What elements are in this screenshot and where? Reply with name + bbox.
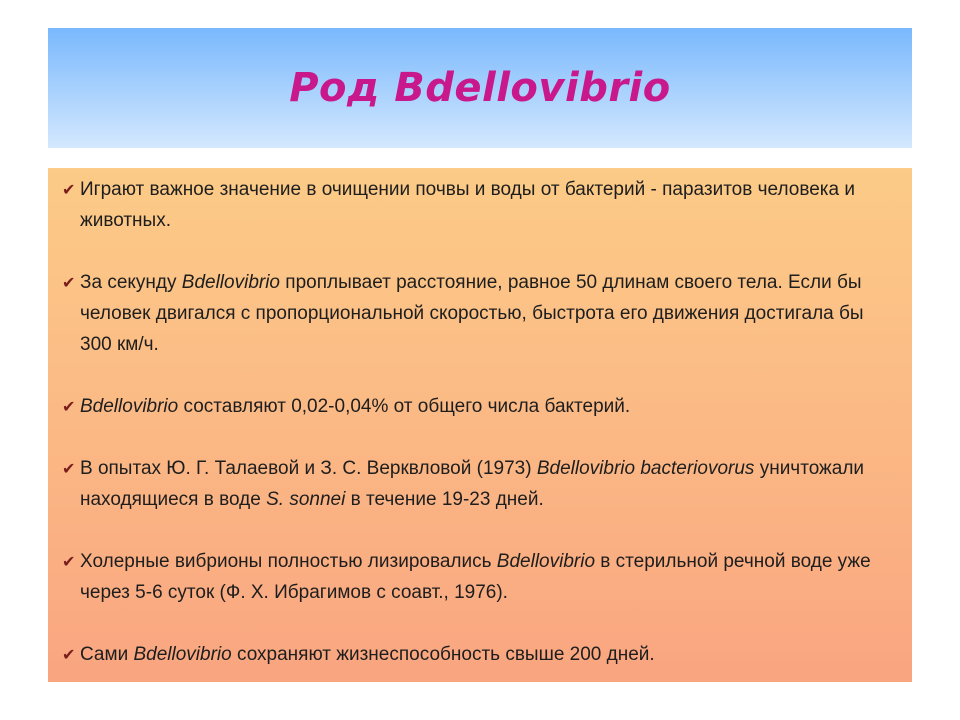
bullet-text: В опытах Ю. Г. Талаевой и З. С. Верквловой (1973) bbox=[80, 458, 537, 479]
bullet-text-italic: Bdellovibrio bbox=[496, 551, 596, 572]
bullet-text: Холерные вибрионы полностью лизировались bbox=[80, 551, 497, 572]
slide-title: Род Bdellovibrio bbox=[289, 65, 671, 111]
bullet-text-italic: Bdellovibrio bacteriovorus bbox=[536, 458, 755, 479]
checkmark-icon: ✔ bbox=[62, 552, 76, 571]
checkmark-icon: ✔ bbox=[62, 273, 76, 292]
bullet-text-italic: S. sonnei bbox=[266, 489, 346, 510]
bullet-text-italic: Bdellovibrio bbox=[181, 272, 281, 293]
bullet-text-italic: Bdellovibrio bbox=[133, 644, 232, 665]
bullet-text: сохраняют жизнеспособность свыше 200 дней. bbox=[231, 644, 655, 665]
title-bar bbox=[48, 28, 912, 148]
bullet-text: За секунду bbox=[80, 272, 182, 293]
bullet-text: Играют важное значение в очищении почвы и воды от бактерий - паразитов человека и животных. bbox=[80, 179, 855, 231]
bullet-text: составляют 0,02-0,04% от общего числа бактерий. bbox=[178, 396, 631, 417]
bullet-text-italic: Bdellovibrio bbox=[80, 396, 179, 417]
checkmark-icon: ✔ bbox=[62, 459, 76, 478]
content-box bbox=[48, 168, 912, 682]
bullet-item bbox=[62, 174, 892, 236]
bullet-text: уничтожали находящиеся в воде bbox=[80, 458, 865, 510]
bullet-item bbox=[62, 391, 892, 422]
bullet-text: Сами bbox=[80, 644, 134, 665]
bullet-text: проплывает расстояние, равное 50 длинам своего тела. Если бы человек двигался с пропорциональной скоростью, быстрота его движения достигала бы 300 км/ч. bbox=[80, 272, 864, 355]
bullet-item bbox=[62, 639, 892, 670]
bullet-item bbox=[62, 267, 892, 360]
bullet-text: в течение 19-23 дней. bbox=[345, 489, 544, 510]
checkmark-icon: ✔ bbox=[62, 180, 76, 199]
bullet-list bbox=[62, 174, 892, 670]
checkmark-icon: ✔ bbox=[62, 645, 76, 664]
bullet-item bbox=[62, 546, 892, 608]
bullet-text: в стерильной речной воде уже через 5-6 суток (Ф. Х. Ибрагимов с соавт., 1976). bbox=[80, 551, 871, 603]
checkmark-icon: ✔ bbox=[62, 397, 76, 416]
bullet-item bbox=[62, 453, 892, 515]
